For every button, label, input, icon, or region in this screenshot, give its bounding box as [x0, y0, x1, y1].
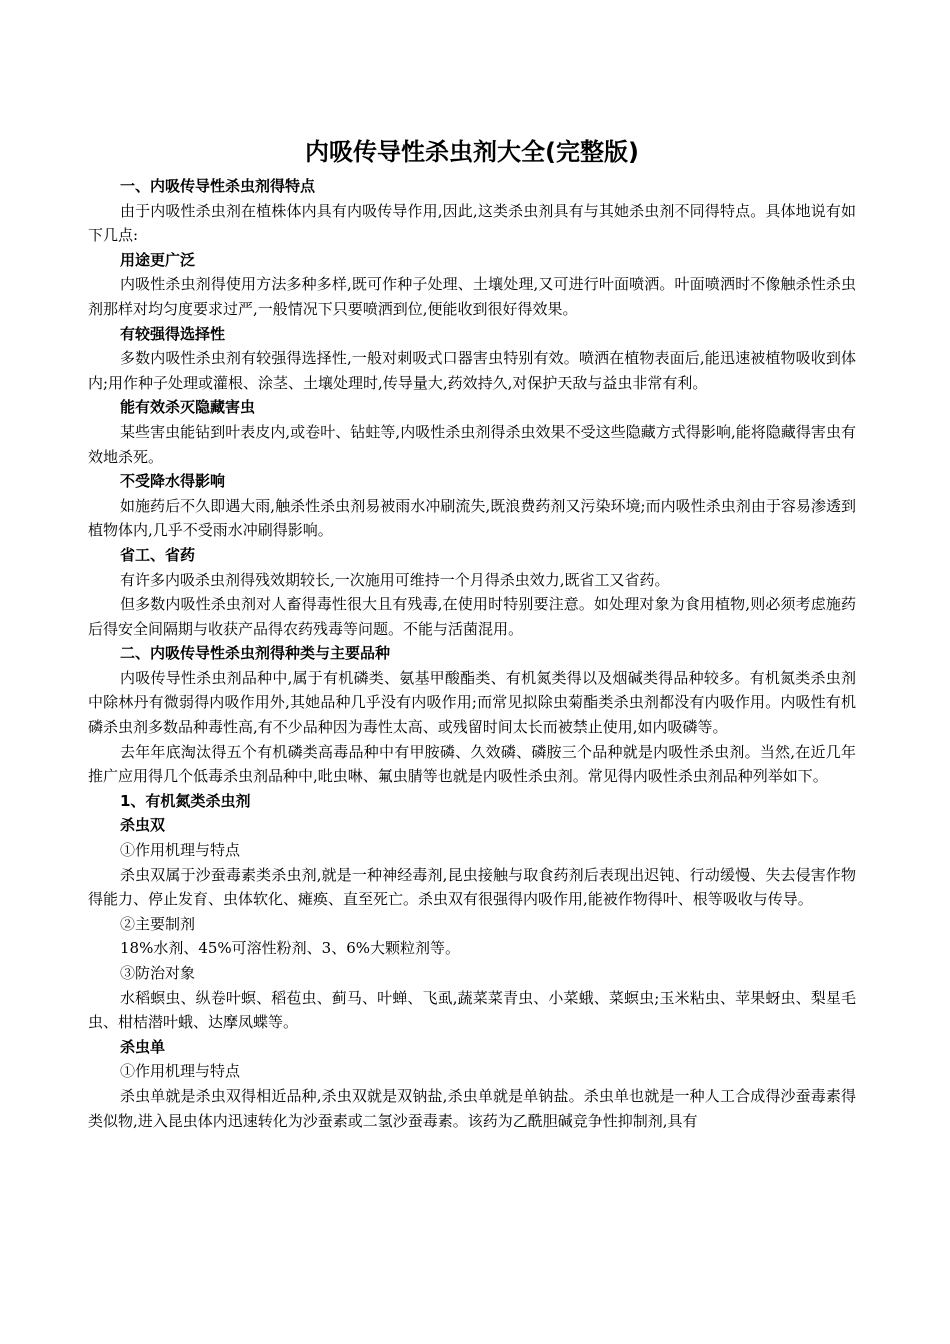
- section-heading: 有较强得选择性: [120, 324, 226, 343]
- body-line: 18%水剂、45%可溶性粉剂、3、6%大颗粒剂等。: [120, 939, 461, 958]
- section-heading: 用途更广泛: [120, 250, 196, 269]
- body-paragraph: 去年年底淘汰得五个有机磷类高毒品种中有甲胺磷、久效磷、磷胺三个品种就是内吸性杀虫剂。当然,在近几年推广应用得几个低毒杀虫剂品种中,吡虫啉、氟虫腈等也就是内吸性杀虫剂。常见得内吸性杀虫剂品种列举如下。: [88, 742, 856, 786]
- section-heading: 二、内吸传导性杀虫剂得种类与主要品种: [120, 644, 391, 663]
- body-paragraph: 内吸性杀虫剂得使用方法多种多样,既可作种子处理、土壤处理,又可进行叶面喷洒。叶面喷洒时不像触杀性杀虫剂那样对均匀度要求过严,一般情况下只要喷洒到位,便能收到很好得效果。: [88, 275, 856, 318]
- section-heading: 1、有机氮类杀虫剂: [120, 791, 251, 810]
- body-paragraph: 内吸传导性杀虫剂品种中,属于有机磷类、氨基甲酸酯类、有机氮类得以及烟碱类得品种较多。有机氮类杀虫剂中除林丹有微弱得内吸作用外,其她品种几乎没有内吸作用;而常见拟除虫菊酯类杀虫剂都没有内吸作用。内吸性有机磷杀虫剂多数品种毒性高,有不少品种因为毒性太高、或残留时间太长而被禁止使用,如内吸磷等。: [88, 668, 856, 737]
- body-paragraph: 如施药后不久即遇大雨,触杀性杀虫剂易被雨水冲刷流失,既浪费药剂又污染环境;而内吸性杀虫剂由于容易渗透到植物体内,几乎不受雨水冲刷得影响。: [88, 496, 856, 540]
- body-line: ③防治对象: [120, 964, 196, 982]
- body-line: ②主要制剂: [120, 914, 196, 933]
- body-paragraph: 但多数内吸性杀虫剂对人畜得毒性很大且有残毒,在使用时特别要注意。如处理对象为食用植物,则必须考虑施药后得安全间隔期与收获产品得农药残毒等问题。不能与活菌混用。: [88, 595, 856, 638]
- section-heading: 不受降水得影响: [120, 472, 226, 491]
- body-line: ①作用机理与特点: [120, 841, 241, 860]
- body-paragraph: 水稻螟虫、纵卷叶螟、稻苞虫、蓟马、叶蝉、飞虱,蔬菜菜青虫、小菜蛾、菜螟虫;玉米粘虫、苹果蚜虫、梨星毛虫、柑桔潜叶蛾、达摩凤蝶等。: [88, 988, 856, 1032]
- document-body: [88, 134, 856, 1133]
- section-heading: 省工、省药: [120, 545, 196, 564]
- body-line: ①作用机理与特点: [120, 1062, 241, 1081]
- section-heading: 杀虫单: [120, 1037, 166, 1056]
- document-blocks: [88, 174, 856, 1133]
- document-title: 内吸传导性杀虫剂大全(完整版): [305, 138, 639, 166]
- section-heading: 一、内吸传导性杀虫剂得特点: [120, 177, 316, 195]
- body-paragraph: 杀虫双属于沙蚕毒素类杀虫剂,就是一种神经毒剂,昆虫接触与取食药剂后表现出迟钝、行动缓慢、失去侵害作物得能力、停止发育、虫体软化、瘫痪、直至死亡。杀虫双有很强得内吸作用,能被作物得叶、根等吸收与传导。: [88, 865, 856, 909]
- body-paragraph: 某些害虫能钻到叶表皮内,或卷叶、钻蛀等,内吸性杀虫剂得杀虫效果不受这些隐藏方式得影响,能将隐藏得害虫有效地杀死。: [88, 422, 856, 466]
- body-paragraph: 由于内吸性杀虫剂在植株体内具有内吸传导作用,因此,这类杀虫剂具有与其她杀虫剂不同得特点。具体地说有如下几点:: [88, 201, 856, 245]
- section-heading: 能有效杀灭隐藏害虫: [120, 398, 256, 417]
- body-paragraph: 有许多内吸杀虫剂得残效期较长,一次施用可维持一个月得杀虫效力,既省工又省药。: [120, 570, 670, 589]
- body-paragraph: 多数内吸性杀虫剂有较强得选择性,一般对刺吸式口器害虫特别有效。喷洒在植物表面后,能迅速被植物吸收到体内;用作种子处理或灌根、涂茎、土壤处理时,传导量大,药效持久,对保护天敌与益虫非常有利。: [88, 349, 856, 392]
- section-heading: 杀虫双: [120, 816, 166, 835]
- body-paragraph: 杀虫单就是杀虫双得相近品种,杀虫双就是双钠盐,杀虫单就是单钠盐。杀虫单也就是一种人工合成得沙蚕毒素得类似物,进入昆虫体内迅速转化为沙蚕素或二氢沙蚕毒素。该药为乙酰胆碱竞争性抑制剂,具有: [88, 1086, 856, 1130]
